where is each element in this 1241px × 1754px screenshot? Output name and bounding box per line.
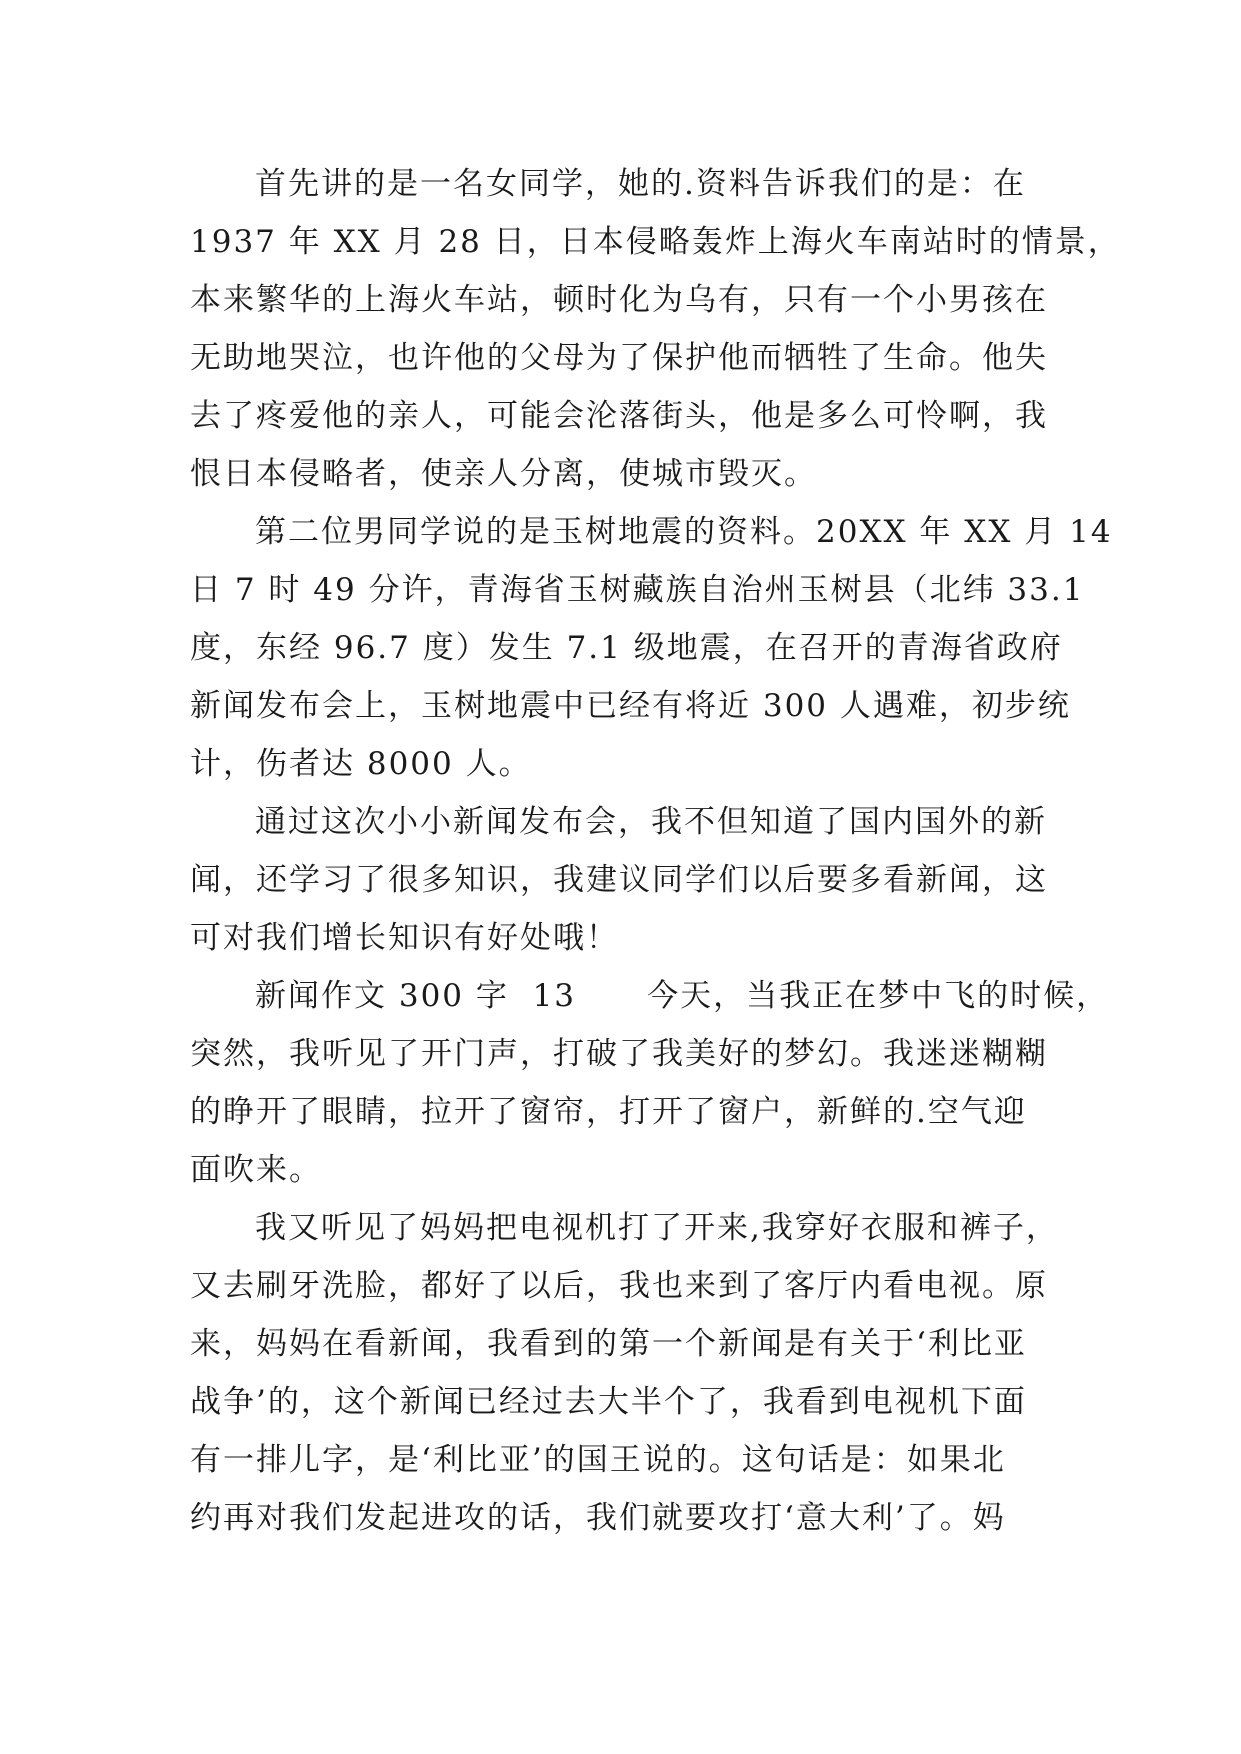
text-line: 新闻作文 300 字 13 今天，当我正在梦中飞的时候，: [255, 978, 1110, 1014]
text-line: 第二位男同学说的是玉树地震的资料。20XX 年 XX 月 14: [255, 514, 1113, 550]
text-line: 去了疼爱他的亲人，可能会沦落街头，他是多么可怜啊，我: [190, 398, 1048, 434]
text-line: 有一排儿字，是‘利比亚’的国王说的。这句话是：如果北: [190, 1442, 1006, 1478]
text-line: 战争’的，这个新闻已经过去大半个了，我看到电视机下面: [190, 1384, 1027, 1420]
text-line: 度，东经 96.7 度）发生 7.1 级地震，在召开的青海省政府: [190, 630, 1063, 666]
paragraph-3: [190, 793, 1050, 967]
document-body: [190, 155, 1121, 1547]
text-line: 1937 年 XX 月 28 日，日本侵略轰炸上海火车南站时的情景，: [190, 224, 1121, 260]
text-line: 日 7 时 49 分许，青海省玉树藏族自治州玉树县（北纬 33.1: [190, 572, 1085, 608]
paragraph-2: [190, 503, 1113, 793]
paragraph-5: [190, 1199, 1059, 1547]
paragraph-1: [190, 155, 1121, 503]
text-line: 的睁开了眼睛，拉开了窗帘，打开了窗户，新鲜的.空气迎: [190, 1094, 1027, 1130]
paragraph-4: [190, 967, 1110, 1199]
text-line: 闻，还学习了很多知识，我建议同学们以后要多看新闻，这: [190, 862, 1048, 898]
text-line: 面吹来。: [190, 1152, 322, 1188]
text-line: 新闻发布会上，玉树地震中已经有将近 300 人遇难，初步统: [190, 688, 1071, 724]
text-line: 来，妈妈在看新闻，我看到的第一个新闻是有关于‘利比亚: [190, 1326, 1027, 1362]
text-line: 通过这次小小新闻发布会，我不但知道了国内国外的新: [255, 804, 1047, 840]
text-line: 首先讲的是一名女同学，她的.资料告诉我们的是：在: [255, 166, 1026, 202]
text-line: 突然，我听见了开门声，打破了我美好的梦幻。我迷迷糊糊: [190, 1036, 1048, 1072]
text-line: 无助地哭泣，也许他的父母为了保护他而牺牲了生命。他失: [190, 340, 1048, 376]
text-line: 又去刷牙洗脸，都好了以后，我也来到了客厅内看电视。原: [190, 1268, 1048, 1304]
text-line: 恨日本侵略者，使亲人分离，使城市毁灭。: [190, 456, 817, 492]
text-line: 本来繁华的上海火车站，顿时化为乌有，只有一个小男孩在: [190, 282, 1048, 318]
text-line: 我又听见了妈妈把电视机打了开来,我穿好衣服和裤子，: [255, 1210, 1059, 1246]
text-line: 可对我们增长知识有好处哦！: [190, 920, 619, 956]
text-line: 计，伤者达 8000 人。: [190, 746, 532, 782]
text-line: 约再对我们发起进攻的话，我们就要攻打‘意大利’了。妈: [190, 1500, 1006, 1536]
